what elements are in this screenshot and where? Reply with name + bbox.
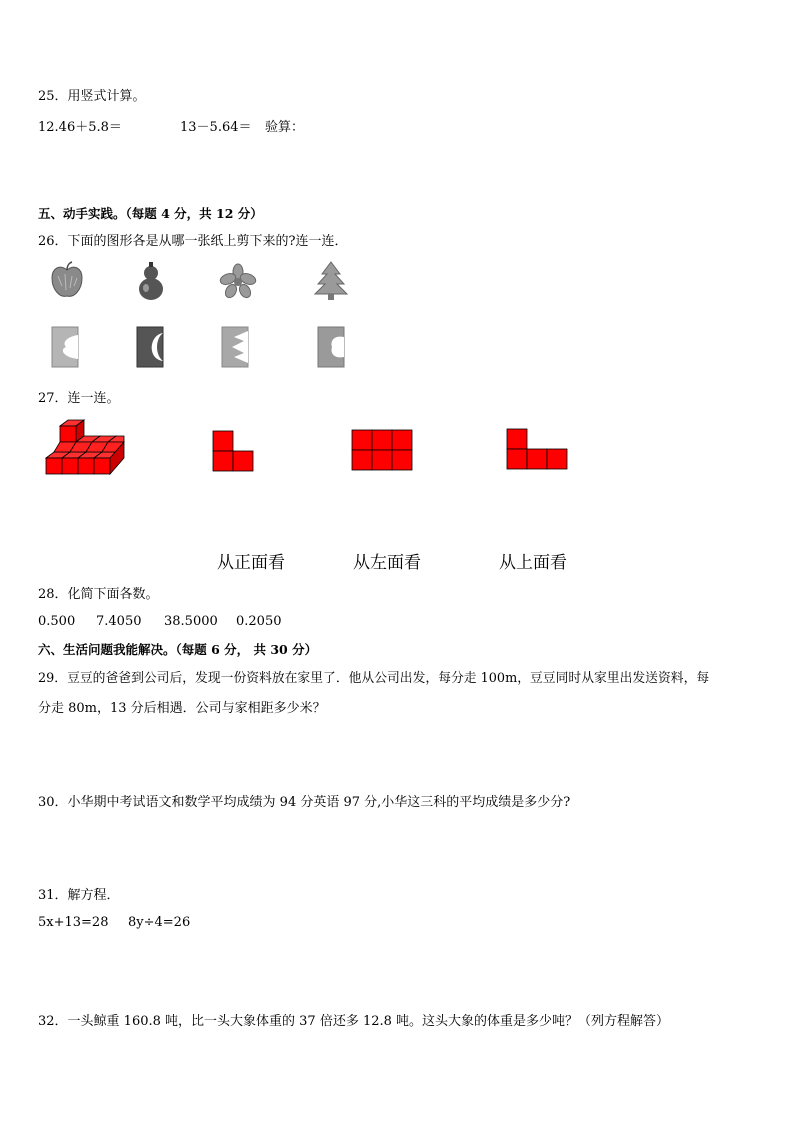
- q26-title: 26．下面的图形各是从哪一张纸上剪下来的?连一连．: [38, 234, 348, 249]
- q32-text: 32．一头鲸重 160.8 吨，比一头大象体重的 37 倍还多 12.8 吨。这头大象的体重是多少吨？（列方程解答）: [38, 1014, 670, 1029]
- view-shape-long-l: [506, 428, 570, 470]
- q25-expr2: 13－5.64＝: [180, 120, 252, 135]
- q30-text: 30．小华期中考试语文和数学平均成绩为 94 分英语 97 分,小华这三科的平均成绩是多少分?: [38, 795, 571, 810]
- tree-icon: [314, 262, 348, 300]
- section6-title: 六、生活问题我能解决。（每题 6 分， 共 30 分）: [38, 642, 318, 657]
- q29-line1: 29．豆豆的爸爸到公司后，发现一份资料放在家里了．他从公司出发，每分走 100m，豆豆同时从家里出发送资料，每: [38, 671, 710, 686]
- view-shape-grid: [351, 429, 413, 471]
- q27-title: 27．连一连。: [38, 391, 120, 406]
- q28-number-4: 0.2050: [236, 614, 282, 629]
- paper-cut-apple: [318, 327, 346, 367]
- cube-stack-figure: [46, 418, 126, 478]
- q25-title: 25．用竖式计算。: [38, 89, 146, 104]
- gourd-icon: [136, 262, 166, 302]
- flower-icon: [220, 264, 256, 298]
- view-label-top: 从上面看: [499, 553, 567, 573]
- apple-icon: [50, 262, 84, 300]
- q25-expr1: 12.46＋5.8＝: [38, 120, 122, 135]
- q28-number-2: 7.4050: [96, 614, 142, 629]
- q29-line2: 分走 80m，13 分后相遇．公司与家相距多少米？: [38, 701, 326, 716]
- q28-number-3: 38.5000: [164, 614, 218, 629]
- q31-eq2: 8y÷4=26: [128, 915, 191, 930]
- view-label-front: 从正面看: [217, 553, 285, 573]
- view-label-left: 从左面看: [353, 553, 421, 573]
- paper-cut-zigzag: [222, 327, 250, 367]
- section5-title: 五、动手实践。（每题 4 分，共 12 分）: [38, 206, 263, 221]
- q25-check: 验算：: [265, 120, 305, 135]
- view-shape-l: [212, 430, 256, 472]
- paper-cut-moon: [137, 327, 165, 367]
- q28-number-1: 0.500: [38, 614, 76, 629]
- paper-cut-leaf: [52, 327, 80, 367]
- q31-eq1: 5x+13=28: [38, 915, 109, 930]
- q31-title: 31．解方程．: [38, 888, 120, 903]
- q28-title: 28．化简下面各数。: [38, 587, 159, 602]
